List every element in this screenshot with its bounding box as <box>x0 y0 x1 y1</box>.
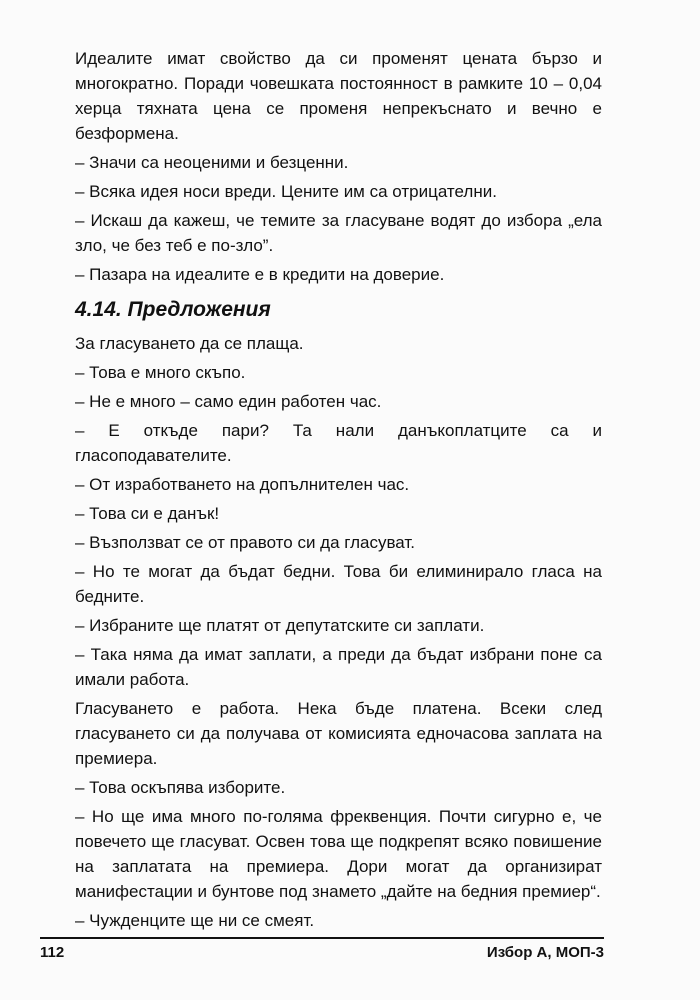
paragraph: Гласуването е работа. Нека бъде платена. Всеки след гласуването си да получава от комисията едночасова заплата на премиера. <box>75 699 602 768</box>
dialogue-line: – Е откъде пари? Та нали данъкоплатците са и гласоподавателите. <box>75 421 602 465</box>
page-footer <box>40 944 604 961</box>
dialogue-line: – Чужденците ще ни се смеят. <box>75 911 315 930</box>
book-title: Избор А, МОП-3 <box>486 944 604 961</box>
page-body <box>75 46 602 937</box>
dialogue-line: – Възползват се от правото си да гласуват. <box>75 533 416 552</box>
dialogue-line: – Пазара на идеалите е в кредити на доверие. <box>75 265 445 284</box>
dialogue-line: – Така няма да имат заплати, а преди да бъдат избрани поне са имали работа. <box>75 645 602 689</box>
paragraph: За гласуването да се плаща. <box>75 334 304 353</box>
page-number: 112 <box>40 944 65 961</box>
dialogue-line: – Това е много скъпо. <box>75 363 246 382</box>
dialogue-line: – Искаш да кажеш, че темите за гласуване водят до избора „ела зло, че без теб е по-зло”. <box>75 211 602 255</box>
dialogue-line: – Това си е данък! <box>75 504 220 523</box>
footer-divider <box>40 937 604 939</box>
dialogue-line: – От изработването на допълнителен час. <box>75 475 410 494</box>
section-heading: 4.14. Предложения <box>75 298 271 321</box>
dialogue-line: – Всяка идея носи вреди. Цените им са отрицателни. <box>75 182 497 201</box>
dialogue-line: – Значи са неоценими и безценни. <box>75 153 349 172</box>
dialogue-line: – Но ще има много по-голяма фреквенция. Почти сигурно е, че повечето ще гласуват. Освен това ще подкрепят всяко повишение на заплатата на премиера. Дори могат да организират манифестации и бунтове под знамето „дайте на бедния премиер“. <box>75 807 602 901</box>
dialogue-line: – Това оскъпява изборите. <box>75 778 286 797</box>
dialogue-line: – Не е много – само един работен час. <box>75 392 382 411</box>
dialogue-line: – Избраните ще платят от депутатските си заплати. <box>75 616 485 635</box>
dialogue-line: – Но те могат да бъдат бедни. Това би елиминирало гласа на бедните. <box>75 562 602 606</box>
paragraph: Идеалите имат свойство да си променят цената бързо и многократно. Поради човешката постоянност в рамките 10 – 0,04 херца тяхната цена се променя непрекъснато и вечно е безформена. <box>75 49 602 143</box>
